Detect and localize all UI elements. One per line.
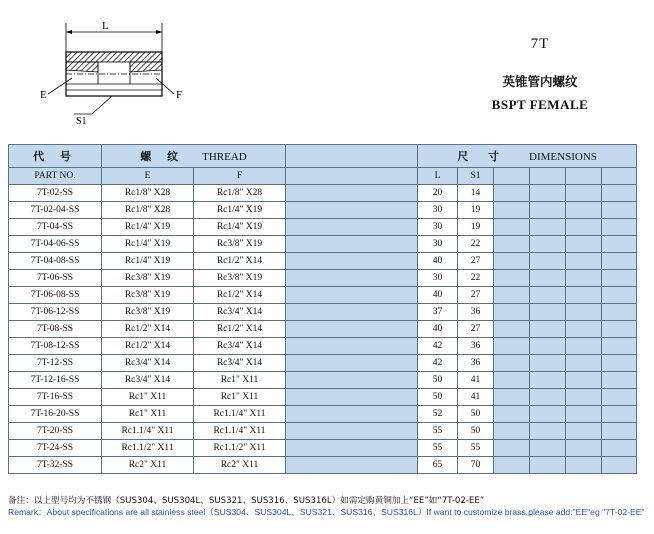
cell-l: 50 <box>418 389 458 406</box>
header-blank <box>286 168 418 185</box>
cell-l: 30 <box>418 270 458 287</box>
header-code-cn: 代 号 <box>9 145 102 168</box>
cell-part-no: 7T-02-04-SS <box>9 202 102 219</box>
cell-empty <box>566 287 602 304</box>
cell-thread-f: Rc1.1/4" X11 <box>194 423 286 440</box>
header-s1: S1 <box>458 168 494 185</box>
cell-empty <box>566 236 602 253</box>
cell-empty <box>494 202 530 219</box>
cell-part-no: 7T-04-06-SS <box>9 236 102 253</box>
table-row <box>9 372 637 389</box>
cell-empty <box>602 185 637 202</box>
cell-empty <box>494 338 530 355</box>
cell-thread-f: Rc3/4" X14 <box>194 304 286 321</box>
cell-thread-e: Rc3/4" X14 <box>102 372 194 389</box>
table-row <box>9 185 637 202</box>
cell-empty <box>602 253 637 270</box>
cell-empty <box>602 202 637 219</box>
cell-thread-e: Rc1.1/4" X11 <box>102 423 194 440</box>
cell-empty <box>286 287 418 304</box>
cell-empty <box>494 355 530 372</box>
cell-empty <box>602 338 637 355</box>
cell-empty <box>286 389 418 406</box>
cell-thread-e: Rc1/8" X28 <box>102 185 194 202</box>
cell-empty <box>602 355 637 372</box>
cell-empty <box>566 457 602 474</box>
cell-empty <box>286 202 418 219</box>
header-blank <box>530 168 566 185</box>
cell-empty <box>566 185 602 202</box>
cell-empty <box>530 372 566 389</box>
cell-l: 40 <box>418 253 458 270</box>
dim-label-f: F <box>176 89 183 101</box>
cell-empty <box>602 372 637 389</box>
cell-part-no: 7T-20-SS <box>9 423 102 440</box>
cell-empty <box>530 355 566 372</box>
table-row <box>9 253 637 270</box>
fitting-diagram <box>26 18 186 128</box>
cell-thread-e: Rc1/2" X14 <box>102 338 194 355</box>
cell-empty <box>566 202 602 219</box>
cell-empty <box>566 355 602 372</box>
cell-empty <box>530 202 566 219</box>
cell-empty <box>602 406 637 423</box>
cell-part-no: 7T-08-SS <box>9 321 102 338</box>
cell-s1: 27 <box>458 253 494 270</box>
cell-empty <box>494 219 530 236</box>
table-row <box>9 219 637 236</box>
cell-thread-e: Rc1/4" X19 <box>102 236 194 253</box>
cell-l: 40 <box>418 321 458 338</box>
cell-empty <box>530 270 566 287</box>
cell-empty <box>530 457 566 474</box>
cell-thread-e: Rc1/4" X19 <box>102 253 194 270</box>
cell-thread-f: Rc1.1/2" X11 <box>194 440 286 457</box>
cell-thread-f: Rc1/8" X28 <box>194 185 286 202</box>
cell-empty <box>494 270 530 287</box>
cell-empty <box>530 236 566 253</box>
dim-label-l: L <box>102 20 109 32</box>
cell-empty <box>566 338 602 355</box>
cell-empty <box>286 440 418 457</box>
cell-part-no: 7T-24-SS <box>9 440 102 457</box>
cell-l: 30 <box>418 219 458 236</box>
cell-l: 52 <box>418 406 458 423</box>
cell-empty <box>494 253 530 270</box>
cell-empty <box>566 423 602 440</box>
cell-l: 37 <box>418 304 458 321</box>
cell-empty <box>530 185 566 202</box>
product-code: 7T <box>530 36 550 52</box>
cell-empty <box>566 270 602 287</box>
cell-part-no: 7T-02-SS <box>9 185 102 202</box>
header-blank <box>286 145 418 168</box>
cell-s1: 14 <box>458 185 494 202</box>
cell-empty <box>602 457 637 474</box>
cell-thread-e: Rc1/4" X19 <box>102 219 194 236</box>
cell-s1: 50 <box>458 406 494 423</box>
cell-s1: 22 <box>458 236 494 253</box>
cell-empty <box>602 270 637 287</box>
cell-thread-f: Rc3/4" X14 <box>194 338 286 355</box>
header-blank <box>602 168 637 185</box>
cell-part-no: 7T-16-20-SS <box>9 406 102 423</box>
table-row <box>9 423 637 440</box>
cell-thread-f: Rc1/2" X14 <box>194 253 286 270</box>
cell-l: 30 <box>418 202 458 219</box>
cell-empty <box>286 338 418 355</box>
cell-thread-e: Rc1.1/2" X11 <box>102 440 194 457</box>
cell-empty <box>602 236 637 253</box>
table-row <box>9 304 637 321</box>
header-thread-cn: 螺 纹 <box>140 150 185 163</box>
cell-empty <box>286 372 418 389</box>
cell-empty <box>494 185 530 202</box>
header-dim-cn: 尺 寸 <box>457 150 508 163</box>
cell-thread-e: Rc3/8" X19 <box>102 270 194 287</box>
cell-l: 55 <box>418 440 458 457</box>
cell-s1: 27 <box>458 287 494 304</box>
cell-s1: 55 <box>458 440 494 457</box>
cell-empty <box>530 219 566 236</box>
table-subheader-row <box>9 168 637 185</box>
header-dim-en: DIMENSIONS <box>529 151 597 163</box>
header-f: F <box>194 168 286 185</box>
cell-thread-e: Rc3/4" X14 <box>102 355 194 372</box>
cell-empty <box>530 440 566 457</box>
cell-part-no: 7T-06-08-SS <box>9 287 102 304</box>
cell-l: 55 <box>418 423 458 440</box>
cell-empty <box>494 406 530 423</box>
cell-empty <box>602 219 637 236</box>
cell-empty <box>286 253 418 270</box>
cell-l: 30 <box>418 236 458 253</box>
cell-empty <box>602 423 637 440</box>
cell-thread-e: Rc3/8" X19 <box>102 287 194 304</box>
cell-l: 50 <box>418 372 458 389</box>
header-blank <box>566 168 602 185</box>
remark-cn: 备注：以上型号均为不锈钢（SUS304、SUS304L、SUS321、SUS316、SUS316L）如需定购黄铜加上“EE”如“7T-02-EE” <box>8 496 485 506</box>
cell-empty <box>566 406 602 423</box>
cell-s1: 19 <box>458 202 494 219</box>
product-title-cn: 英锥管内螺纹 <box>502 74 578 89</box>
header-thread-en: THREAD <box>202 151 247 163</box>
cell-thread-f: Rc3/8" X19 <box>194 236 286 253</box>
cell-s1: 36 <box>458 355 494 372</box>
cell-empty <box>286 355 418 372</box>
cell-empty <box>530 406 566 423</box>
cell-empty <box>494 287 530 304</box>
header-thread <box>102 145 286 168</box>
cell-s1: 41 <box>458 389 494 406</box>
cell-empty <box>286 457 418 474</box>
table-row <box>9 355 637 372</box>
dim-label-s1: S1 <box>76 116 87 127</box>
table-row <box>9 457 637 474</box>
cell-thread-e: Rc1/8" X28 <box>102 202 194 219</box>
cell-thread-f: Rc1/4" X19 <box>194 202 286 219</box>
header-e: E <box>102 168 194 185</box>
cell-s1: 36 <box>458 304 494 321</box>
cell-empty <box>494 236 530 253</box>
cell-s1: 22 <box>458 270 494 287</box>
cell-l: 40 <box>418 287 458 304</box>
cell-empty <box>494 304 530 321</box>
cell-empty <box>602 389 637 406</box>
cell-thread-f: Rc1/2" X14 <box>194 287 286 304</box>
cell-l: 20 <box>418 185 458 202</box>
cell-thread-f: Rc3/4" X14 <box>194 355 286 372</box>
table-row <box>9 236 637 253</box>
cell-s1: 50 <box>458 423 494 440</box>
table-row <box>9 389 637 406</box>
table-row <box>9 338 637 355</box>
remark-en: Remark：About specifications are all stainless steel（SUS304、SUS304L、SUS321、SUS316、SUS316L）If want to customize brass,please add:"EE"eg "7T-02-EE" <box>8 507 645 517</box>
cell-empty <box>602 440 637 457</box>
table-row <box>9 406 637 423</box>
cell-thread-e: Rc3/8" X19 <box>102 304 194 321</box>
cell-empty <box>286 270 418 287</box>
header-blank <box>494 168 530 185</box>
cell-thread-f: Rc1" X11 <box>194 372 286 389</box>
cell-empty <box>530 253 566 270</box>
header-dimensions <box>418 145 637 168</box>
cell-s1: 36 <box>458 338 494 355</box>
table-row <box>9 321 637 338</box>
cell-empty <box>602 321 637 338</box>
cell-empty <box>566 372 602 389</box>
cell-empty <box>286 406 418 423</box>
cell-empty <box>566 321 602 338</box>
cell-empty <box>286 185 418 202</box>
cell-thread-e: Rc1/2" X14 <box>102 321 194 338</box>
cell-empty <box>566 219 602 236</box>
cell-s1: 70 <box>458 457 494 474</box>
cell-thread-f: Rc1/2" X14 <box>194 321 286 338</box>
cell-part-no: 7T-06-SS <box>9 270 102 287</box>
cell-l: 42 <box>418 355 458 372</box>
cell-empty <box>494 457 530 474</box>
cell-empty <box>494 372 530 389</box>
cell-empty <box>286 219 418 236</box>
cell-empty <box>494 389 530 406</box>
cell-l: 65 <box>418 457 458 474</box>
cell-part-no: 7T-08-12-SS <box>9 338 102 355</box>
cell-empty <box>602 287 637 304</box>
product-title-en: BSPT FEMALE <box>491 97 589 112</box>
cell-empty <box>494 440 530 457</box>
cell-l: 42 <box>418 338 458 355</box>
cell-thread-f: Rc2" X11 <box>194 457 286 474</box>
cell-empty <box>286 321 418 338</box>
table-row <box>9 202 637 219</box>
cell-thread-f: Rc1" X11 <box>194 389 286 406</box>
cell-empty <box>530 287 566 304</box>
cell-part-no: 7T-12-SS <box>9 355 102 372</box>
cell-empty <box>566 389 602 406</box>
cell-thread-f: Rc3/8" X19 <box>194 270 286 287</box>
cell-empty <box>530 423 566 440</box>
cell-thread-f: Rc1/4" X19 <box>194 219 286 236</box>
cell-empty <box>494 321 530 338</box>
cell-empty <box>566 253 602 270</box>
cell-empty <box>494 423 530 440</box>
table-row <box>9 440 637 457</box>
cell-s1: 19 <box>458 219 494 236</box>
cell-empty <box>530 321 566 338</box>
table-row <box>9 270 637 287</box>
cell-empty <box>566 304 602 321</box>
cell-empty <box>286 423 418 440</box>
cell-part-no: 7T-04-SS <box>9 219 102 236</box>
header-part-no: PART NO. <box>9 168 102 185</box>
cell-part-no: 7T-06-12-SS <box>9 304 102 321</box>
spec-table <box>8 144 637 474</box>
cell-empty <box>602 304 637 321</box>
cell-part-no: 7T-32-SS <box>9 457 102 474</box>
table-row <box>9 287 637 304</box>
cell-thread-e: Rc2" X11 <box>102 457 194 474</box>
table-header-row <box>9 145 637 168</box>
cell-part-no: 7T-16-SS <box>9 389 102 406</box>
cell-empty <box>566 440 602 457</box>
cell-s1: 27 <box>458 321 494 338</box>
cell-part-no: 7T-12-16-SS <box>9 372 102 389</box>
cell-empty <box>530 389 566 406</box>
cell-thread-e: Rc1" X11 <box>102 406 194 423</box>
cell-part-no: 7T-04-08-SS <box>9 253 102 270</box>
dim-label-e: E <box>40 89 47 101</box>
header-l: L <box>418 168 458 185</box>
cell-s1: 41 <box>458 372 494 389</box>
cell-empty <box>286 304 418 321</box>
cell-thread-e: Rc1" X11 <box>102 389 194 406</box>
cell-thread-f: Rc1.1/4" X11 <box>194 406 286 423</box>
cell-empty <box>530 338 566 355</box>
cell-empty <box>286 236 418 253</box>
cell-empty <box>530 304 566 321</box>
